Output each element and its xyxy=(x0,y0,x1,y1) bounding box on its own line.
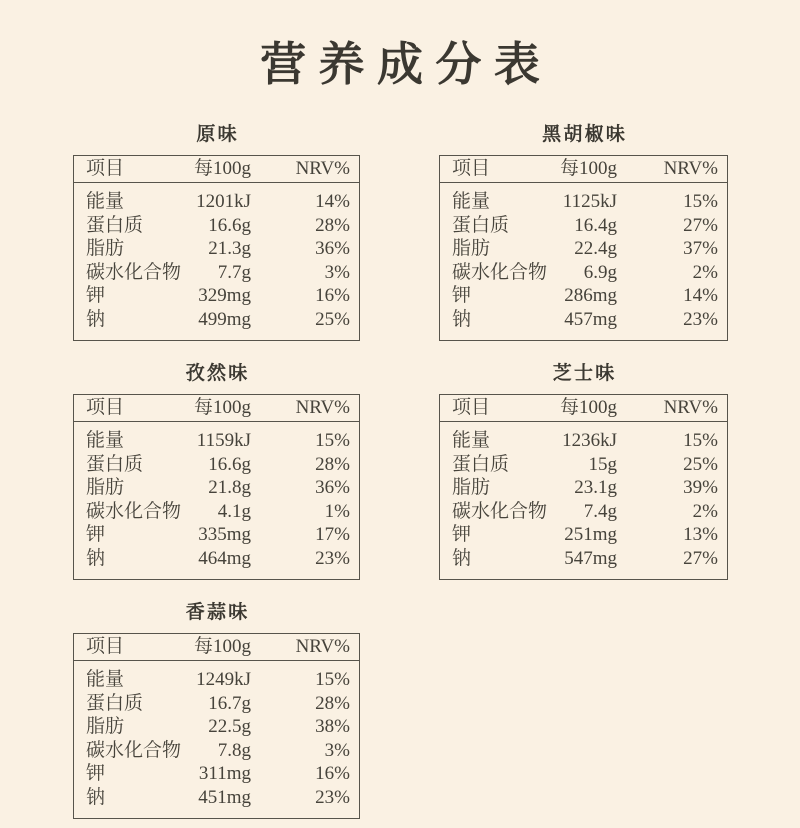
page-title: 营养成分表 xyxy=(260,38,553,90)
nutrient-nrv: 17% xyxy=(315,524,350,545)
nutrient-nrv: 23% xyxy=(315,786,350,808)
nutrient-row xyxy=(74,284,359,308)
column-header-item: 项目 xyxy=(86,636,125,657)
nutrient-amount: 6.9g xyxy=(583,261,617,283)
flavor-section xyxy=(73,119,360,341)
nutrient-name: 钾 xyxy=(86,763,106,784)
nutrient-row xyxy=(74,715,359,739)
nutrient-nrv: 23% xyxy=(683,308,718,330)
flavor-section xyxy=(73,597,360,819)
flavor-section xyxy=(439,119,728,341)
nutrient-nrv: 2% xyxy=(692,500,718,522)
nutrient-name: 钠 xyxy=(86,308,106,330)
table-body xyxy=(440,183,727,340)
nutrient-name: 钾 xyxy=(86,524,106,545)
nutrient-name: 脂肪 xyxy=(86,238,125,259)
nutrient-row xyxy=(74,429,359,453)
nutrient-name: 能量 xyxy=(452,191,491,212)
flavor-name: 芝士味 xyxy=(552,363,617,384)
nutrient-row xyxy=(74,547,359,571)
nutrient-nrv: 2% xyxy=(692,261,718,283)
nutrient-nrv: 28% xyxy=(315,214,350,236)
nutrient-amount: 1249kJ xyxy=(196,669,251,690)
nutrient-amount: 329mg xyxy=(198,285,251,306)
nutrient-name: 钾 xyxy=(86,285,106,306)
nutrient-row xyxy=(74,762,359,786)
nutrient-amount: 15g xyxy=(588,453,617,475)
table-header-row xyxy=(74,156,359,183)
nutrient-name: 碳水化合物 xyxy=(452,500,548,522)
nutrient-name: 钠 xyxy=(86,786,106,808)
nutrient-row xyxy=(440,547,727,571)
nutrient-name: 碳水化合物 xyxy=(86,739,182,761)
nutrient-row xyxy=(440,429,727,453)
nutrient-name: 脂肪 xyxy=(452,238,491,259)
nutrient-nrv: 13% xyxy=(683,524,718,545)
nutrient-nrv: 25% xyxy=(315,308,350,330)
flavor-name: 黑胡椒味 xyxy=(542,124,628,145)
nutrient-row xyxy=(74,308,359,332)
nutrition-table xyxy=(73,394,360,580)
nutrient-name: 能量 xyxy=(452,430,491,451)
nutrient-name: 钾 xyxy=(452,524,472,545)
nutrient-name: 碳水化合物 xyxy=(86,261,182,283)
nutrient-nrv: 28% xyxy=(315,692,350,714)
nutrient-name: 脂肪 xyxy=(86,477,125,498)
column-header-per100g: 每100g xyxy=(559,158,617,179)
column-header-per100g: 每100g xyxy=(193,636,251,657)
flavor-section xyxy=(73,358,360,580)
table-body xyxy=(74,183,359,340)
nutrient-row xyxy=(74,668,359,692)
nutrition-facts-panel xyxy=(0,28,800,828)
nutrient-nrv: 39% xyxy=(683,477,718,498)
nutrient-amount: 286mg xyxy=(564,285,617,306)
table-body xyxy=(74,661,359,818)
nutrient-amount: 311mg xyxy=(198,763,251,784)
nutrient-nrv: 36% xyxy=(315,477,350,498)
column-header-nrv: NRV% xyxy=(295,636,350,657)
column-header-item: 项目 xyxy=(86,158,125,179)
flavor-section xyxy=(439,358,728,580)
nutrient-nrv: 15% xyxy=(315,669,350,690)
column-header-item: 项目 xyxy=(452,397,491,418)
nutrition-table xyxy=(73,633,360,819)
nutrient-nrv: 37% xyxy=(683,238,718,259)
nutrient-row xyxy=(74,190,359,214)
nutrient-nrv: 23% xyxy=(315,547,350,569)
nutrition-table xyxy=(439,155,728,341)
nutrient-name: 能量 xyxy=(86,430,125,451)
nutrient-amount: 1201kJ xyxy=(196,191,251,212)
nutrient-amount: 464mg xyxy=(198,547,251,569)
nutrient-row xyxy=(440,500,727,524)
nutrient-name: 能量 xyxy=(86,669,125,690)
nutrient-amount: 21.8g xyxy=(208,477,251,498)
column-header-item: 项目 xyxy=(452,158,491,179)
nutrient-nrv: 15% xyxy=(683,191,718,212)
nutrient-name: 钠 xyxy=(86,547,106,569)
nutrient-name: 钾 xyxy=(452,285,472,306)
nutrient-name: 脂肪 xyxy=(86,716,125,737)
nutrient-nrv: 3% xyxy=(324,261,350,283)
nutrient-row xyxy=(440,237,727,261)
table-header-row xyxy=(74,395,359,422)
nutrient-row xyxy=(74,237,359,261)
nutrient-row xyxy=(74,453,359,477)
nutrient-row xyxy=(74,500,359,524)
table-header-row xyxy=(74,634,359,661)
nutrient-amount: 7.4g xyxy=(583,500,617,522)
nutrient-amount: 457mg xyxy=(564,308,617,330)
nutrient-amount: 451mg xyxy=(198,786,251,808)
nutrition-table xyxy=(73,155,360,341)
nutrient-nrv: 15% xyxy=(315,430,350,451)
column-header-per100g: 每100g xyxy=(193,158,251,179)
nutrient-name: 碳水化合物 xyxy=(86,500,182,522)
nutrient-amount: 499mg xyxy=(198,308,251,330)
nutrient-amount: 23.1g xyxy=(574,477,617,498)
column-header-per100g: 每100g xyxy=(193,397,251,418)
nutrient-nrv: 16% xyxy=(315,763,350,784)
table-body xyxy=(440,422,727,579)
table-body xyxy=(74,422,359,579)
column-header-item: 项目 xyxy=(86,397,125,418)
nutrient-row xyxy=(440,476,727,500)
column-header-per100g: 每100g xyxy=(559,397,617,418)
nutrient-name: 蛋白质 xyxy=(86,453,144,475)
nutrient-row xyxy=(440,214,727,238)
flavor-name: 原味 xyxy=(196,124,239,145)
table-header-row xyxy=(440,156,727,183)
nutrient-name: 钠 xyxy=(452,308,472,330)
nutrient-amount: 21.3g xyxy=(208,238,251,259)
nutrition-table xyxy=(439,394,728,580)
flavor-name: 孜然味 xyxy=(185,363,250,384)
nutrient-name: 蛋白质 xyxy=(86,214,144,236)
nutrient-nrv: 14% xyxy=(683,285,718,306)
nutrient-row xyxy=(74,786,359,810)
flavor-name: 香蒜味 xyxy=(185,602,250,623)
nutrient-amount: 7.8g xyxy=(217,739,251,761)
table-header-row xyxy=(440,395,727,422)
nutrient-nrv: 27% xyxy=(683,214,718,236)
nutrient-row xyxy=(440,284,727,308)
nutrient-nrv: 14% xyxy=(315,191,350,212)
nutrient-nrv: 28% xyxy=(315,453,350,475)
nutrient-row xyxy=(74,692,359,716)
nutrient-name: 蛋白质 xyxy=(452,214,510,236)
nutrient-row xyxy=(440,261,727,285)
nutrient-name: 脂肪 xyxy=(452,477,491,498)
nutrient-amount: 16.7g xyxy=(208,692,251,714)
nutrient-amount: 1125kJ xyxy=(562,191,617,212)
nutrient-nrv: 36% xyxy=(315,238,350,259)
nutrient-name: 蛋白质 xyxy=(452,453,510,475)
nutrient-amount: 7.7g xyxy=(217,261,251,283)
nutrient-amount: 1236kJ xyxy=(562,430,617,451)
nutrient-name: 碳水化合物 xyxy=(452,261,548,283)
column-header-nrv: NRV% xyxy=(295,158,350,179)
nutrient-name: 钠 xyxy=(452,547,472,569)
nutrient-nrv: 3% xyxy=(324,739,350,761)
column-header-nrv: NRV% xyxy=(295,397,350,418)
nutrient-nrv: 16% xyxy=(315,285,350,306)
nutrient-amount: 335mg xyxy=(198,524,251,545)
nutrient-row xyxy=(74,476,359,500)
nutrient-row xyxy=(440,190,727,214)
nutrient-amount: 22.5g xyxy=(208,716,251,737)
nutrient-row xyxy=(74,261,359,285)
nutrient-amount: 16.4g xyxy=(574,214,617,236)
flavor-tables-grid xyxy=(73,119,800,819)
nutrient-nrv: 15% xyxy=(683,430,718,451)
nutrient-nrv: 38% xyxy=(315,716,350,737)
nutrient-nrv: 27% xyxy=(683,547,718,569)
nutrient-row xyxy=(74,739,359,763)
nutrient-row xyxy=(74,214,359,238)
nutrient-row xyxy=(440,523,727,547)
nutrient-amount: 1159kJ xyxy=(196,430,251,451)
nutrient-nrv: 1% xyxy=(324,500,350,522)
column-header-nrv: NRV% xyxy=(663,158,718,179)
nutrient-amount: 251mg xyxy=(564,524,617,545)
nutrient-nrv: 25% xyxy=(683,453,718,475)
nutrient-amount: 22.4g xyxy=(574,238,617,259)
nutrient-amount: 16.6g xyxy=(208,453,251,475)
nutrient-row xyxy=(440,453,727,477)
nutrient-row xyxy=(440,308,727,332)
nutrient-row xyxy=(74,523,359,547)
nutrient-amount: 547mg xyxy=(564,547,617,569)
nutrient-amount: 16.6g xyxy=(208,214,251,236)
column-header-nrv: NRV% xyxy=(663,397,718,418)
nutrient-name: 能量 xyxy=(86,191,125,212)
nutrient-name: 蛋白质 xyxy=(86,692,144,714)
nutrient-amount: 4.1g xyxy=(217,500,251,522)
